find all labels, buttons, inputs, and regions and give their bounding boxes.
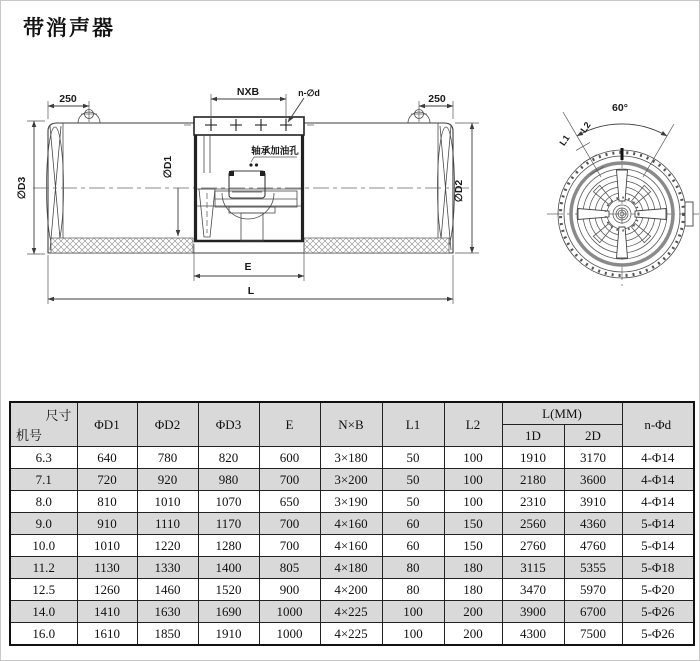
table-cell: 80 bbox=[382, 579, 444, 601]
table-cell: 650 bbox=[259, 491, 320, 513]
table-cell: 50 bbox=[382, 491, 444, 513]
svg-text:NXB: NXB bbox=[236, 86, 260, 98]
table-cell: 1610 bbox=[77, 623, 137, 646]
svg-text:∅D1: ∅D1 bbox=[162, 155, 174, 179]
table-cell: 780 bbox=[137, 447, 198, 469]
table-cell: 910 bbox=[77, 513, 137, 535]
table-cell: 3×190 bbox=[320, 491, 382, 513]
bearing-label-text: 轴承加油孔 bbox=[251, 146, 299, 157]
col-header-e: E bbox=[259, 402, 320, 447]
table-cell: 1000 bbox=[259, 601, 320, 623]
table-cell: 6700 bbox=[564, 601, 622, 623]
table-cell: 100 bbox=[382, 601, 444, 623]
table-cell: 700 bbox=[259, 513, 320, 535]
table-cell: 14.0 bbox=[10, 601, 77, 623]
table-cell: 1260 bbox=[77, 579, 137, 601]
svg-text:E: E bbox=[244, 261, 252, 273]
table-cell: 1630 bbox=[137, 601, 198, 623]
table-cell: 7.1 bbox=[10, 469, 77, 491]
table-cell: 1520 bbox=[198, 579, 259, 601]
table-cell: 3470 bbox=[502, 579, 564, 601]
table-cell: 4×160 bbox=[320, 513, 382, 535]
table-cell: 11.2 bbox=[10, 557, 77, 579]
svg-text:L2: L2 bbox=[578, 120, 593, 135]
col-header-l1: L1 bbox=[382, 402, 444, 447]
rim-lug bbox=[685, 202, 693, 226]
table-cell: 1330 bbox=[137, 557, 198, 579]
table-cell: 3170 bbox=[564, 447, 622, 469]
table-cell: 4760 bbox=[564, 535, 622, 557]
table-cell: 50 bbox=[382, 447, 444, 469]
svg-text:∅D3: ∅D3 bbox=[16, 176, 28, 200]
table-cell: 1690 bbox=[198, 601, 259, 623]
table-cell: 100 bbox=[444, 447, 502, 469]
table-cell: 4-Φ14 bbox=[622, 469, 694, 491]
table-cell: 1130 bbox=[77, 557, 137, 579]
table-cell: 1010 bbox=[77, 535, 137, 557]
table-cell: 16.0 bbox=[10, 623, 77, 646]
table-cell: 1220 bbox=[137, 535, 198, 557]
table-cell: 10.0 bbox=[10, 535, 77, 557]
table-cell: 5-Φ26 bbox=[622, 601, 694, 623]
table-cell: 2310 bbox=[502, 491, 564, 513]
spec-table bbox=[9, 401, 695, 646]
table-cell: 3115 bbox=[502, 557, 564, 579]
table-cell: 640 bbox=[77, 447, 137, 469]
table-cell: 5355 bbox=[564, 557, 622, 579]
corner-label-size: 尺寸 bbox=[45, 408, 72, 423]
table-cell: 4300 bbox=[502, 623, 564, 646]
end-view bbox=[547, 102, 699, 286]
table-cell: 1910 bbox=[502, 447, 564, 469]
bearing-oil-hole-label bbox=[251, 145, 299, 162]
table-cell: 50 bbox=[382, 469, 444, 491]
technical-drawing bbox=[1, 1, 700, 396]
table-cell: 1070 bbox=[198, 491, 259, 513]
table-row bbox=[10, 447, 694, 469]
col-header-nxb: N×B bbox=[320, 402, 382, 447]
svg-text:250: 250 bbox=[59, 93, 77, 105]
svg-text:60°: 60° bbox=[612, 102, 628, 114]
table-cell: 180 bbox=[444, 579, 502, 601]
svg-text:∅D2: ∅D2 bbox=[453, 179, 465, 203]
table-cell: 5970 bbox=[564, 579, 622, 601]
table-cell: 4×160 bbox=[320, 535, 382, 557]
table-cell: 700 bbox=[259, 469, 320, 491]
table-cell: 3×180 bbox=[320, 447, 382, 469]
table-cell: 3600 bbox=[564, 469, 622, 491]
table-cell: 5-Φ14 bbox=[622, 513, 694, 535]
table-cell: 1460 bbox=[137, 579, 198, 601]
table-cell: 150 bbox=[444, 535, 502, 557]
table-cell: 2560 bbox=[502, 513, 564, 535]
table-cell: 980 bbox=[198, 469, 259, 491]
table-row bbox=[10, 579, 694, 601]
corner-label-model: 机号 bbox=[16, 428, 43, 443]
col-header-1d: 1D bbox=[502, 425, 564, 447]
table-cell: 180 bbox=[444, 557, 502, 579]
dim-250-right bbox=[419, 93, 453, 119]
table-row bbox=[10, 557, 694, 579]
table-cell: 4-Φ14 bbox=[622, 491, 694, 513]
lifting-lug-right bbox=[408, 101, 430, 123]
col-header-2d: 2D bbox=[564, 425, 622, 447]
table-cell: 1010 bbox=[137, 491, 198, 513]
table-row bbox=[10, 491, 694, 513]
table-cell: 1000 bbox=[259, 623, 320, 646]
corner-header-cell bbox=[10, 402, 77, 447]
table-cell: 150 bbox=[444, 513, 502, 535]
table-cell: 3×200 bbox=[320, 469, 382, 491]
table-cell: 1410 bbox=[77, 601, 137, 623]
table-row bbox=[10, 535, 694, 557]
table-cell: 100 bbox=[444, 491, 502, 513]
motor-assembly bbox=[197, 163, 301, 241]
middle-section bbox=[184, 117, 314, 242]
svg-text:L: L bbox=[247, 285, 255, 297]
table-cell: 6.3 bbox=[10, 447, 77, 469]
table-cell: 4×180 bbox=[320, 557, 382, 579]
table-body bbox=[10, 447, 694, 646]
silencer-lining-right bbox=[304, 238, 449, 253]
table-cell: 1400 bbox=[198, 557, 259, 579]
table-cell: 700 bbox=[259, 535, 320, 557]
table-cell: 1850 bbox=[137, 623, 198, 646]
table-cell: 600 bbox=[259, 447, 320, 469]
table-cell: 2180 bbox=[502, 469, 564, 491]
table-cell: 1910 bbox=[198, 623, 259, 646]
table-cell: 4×225 bbox=[320, 601, 382, 623]
svg-text:L1: L1 bbox=[557, 133, 572, 148]
col-header-nd: n-Φd bbox=[622, 402, 694, 447]
table-cell: 720 bbox=[77, 469, 137, 491]
table-cell: 9.0 bbox=[10, 513, 77, 535]
table-cell: 4360 bbox=[564, 513, 622, 535]
table-cell: 200 bbox=[444, 623, 502, 646]
table-cell: 1170 bbox=[198, 513, 259, 535]
table-cell: 5-Φ20 bbox=[622, 579, 694, 601]
table-cell: 5-Φ26 bbox=[622, 623, 694, 646]
table-row bbox=[10, 601, 694, 623]
col-header-l2: L2 bbox=[444, 402, 502, 447]
table-cell: 3900 bbox=[502, 601, 564, 623]
lifting-lug-left bbox=[78, 101, 100, 123]
table-cell: 805 bbox=[259, 557, 320, 579]
table-cell: 4×225 bbox=[320, 623, 382, 646]
table-cell: 900 bbox=[259, 579, 320, 601]
dim-250-left bbox=[48, 93, 89, 119]
table-cell: 7500 bbox=[564, 623, 622, 646]
table-cell: 920 bbox=[137, 469, 198, 491]
table-row bbox=[10, 469, 694, 491]
svg-text:n-∅d: n-∅d bbox=[298, 88, 320, 98]
table-cell: 60 bbox=[382, 513, 444, 535]
table-cell: 5-Φ18 bbox=[622, 557, 694, 579]
table-cell: 80 bbox=[382, 557, 444, 579]
silencer-lining-left bbox=[51, 238, 193, 253]
dim-nxb bbox=[211, 86, 286, 119]
table-cell: 3910 bbox=[564, 491, 622, 513]
col-header-lmm: L(MM) bbox=[502, 402, 622, 425]
table-cell: 4-Φ14 bbox=[622, 447, 694, 469]
col-header-d3: ΦD3 bbox=[198, 402, 259, 447]
col-header-d2: ΦD2 bbox=[137, 402, 198, 447]
table-cell: 5-Φ14 bbox=[622, 535, 694, 557]
table-cell: 200 bbox=[444, 601, 502, 623]
table-cell: 820 bbox=[198, 447, 259, 469]
svg-text:250: 250 bbox=[428, 93, 446, 105]
page-title: 带消声器 bbox=[23, 17, 115, 40]
dim-e bbox=[194, 244, 304, 281]
side-view bbox=[16, 86, 479, 304]
table-cell: 8.0 bbox=[10, 491, 77, 513]
table-cell: 1280 bbox=[198, 535, 259, 557]
table-row bbox=[10, 623, 694, 646]
table-cell: 810 bbox=[77, 491, 137, 513]
dim-d1 bbox=[162, 156, 178, 236]
table-cell: 4×200 bbox=[320, 579, 382, 601]
table-row bbox=[10, 513, 694, 535]
table-cell: 100 bbox=[382, 623, 444, 646]
table-cell: 60 bbox=[382, 535, 444, 557]
table-cell: 1110 bbox=[137, 513, 198, 535]
dim-d3 bbox=[16, 121, 45, 254]
table-cell: 2760 bbox=[502, 535, 564, 557]
table-cell: 100 bbox=[444, 469, 502, 491]
col-header-d1: ΦD1 bbox=[77, 402, 137, 447]
table-cell: 12.5 bbox=[10, 579, 77, 601]
